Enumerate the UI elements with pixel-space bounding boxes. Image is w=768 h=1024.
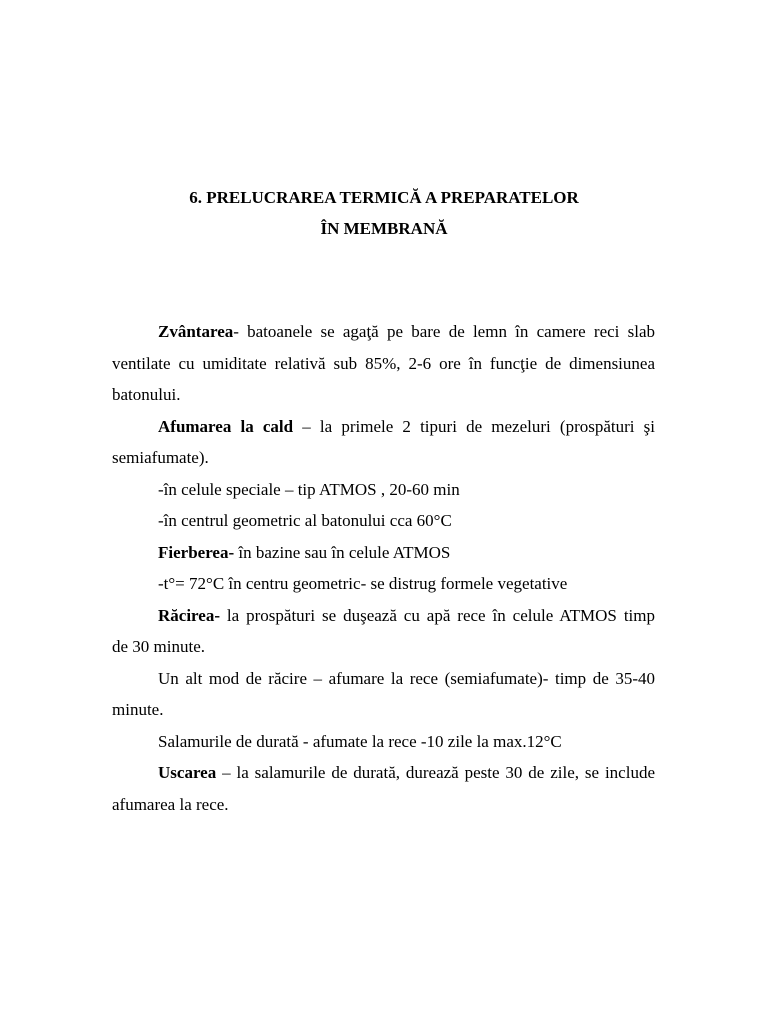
paragraph-afumarea-line-1 (158, 417, 655, 437)
paragraph-fierberea (158, 543, 450, 563)
paragraph-zvantarea-line-2: ventilate cu umiditate relativă sub 85%, 2-6 ore în funcţie de dimensiunea (112, 354, 655, 373)
paragraph-text: la prospături se duşează cu apă rece în celule ATMOS timp (220, 606, 655, 625)
page-title: 6. PRELUCRAREA TERMICĂ A PREPARATELOR (189, 188, 579, 207)
paragraph-uscarea-line-1 (158, 763, 655, 783)
paragraph-text: - batoanele se agaţă pe bare de lemn în camere reci slab (233, 322, 655, 341)
paragraph-salamurile: Salamurile de durată - afumate la rece -10 zile la max.12°C (158, 732, 562, 751)
term-fierberea: Fierberea- (158, 543, 235, 562)
term-afumarea-la-cald: Afumarea la cald (158, 417, 294, 436)
paragraph-racirea-line-2: de 30 minute. (112, 637, 206, 656)
paragraph-temperatura: -t°= 72°C în centru geometric- se distrug formele vegetative (158, 574, 568, 593)
paragraph-afumarea-line-2: semiafumate). (112, 448, 209, 467)
term-uscarea: Uscarea (158, 763, 217, 782)
paragraph-zvantarea-line-3: batonului. (112, 385, 181, 404)
term-zvantarea: Zvântarea (158, 322, 234, 341)
term-racirea: Răcirea- (158, 606, 220, 625)
paragraph-zvantarea-line-1 (158, 322, 655, 342)
paragraph-uscarea-line-2: afumarea la rece. (112, 795, 229, 814)
paragraph-racirea-line-1 (158, 606, 655, 626)
paragraph-celule-speciale: -în celule speciale – tip ATMOS , 20-60 min (158, 480, 460, 499)
paragraph-alt-mod-line-1: Un alt mod de răcire – afumare la rece (semiafumate)- timp de 35-40 (158, 669, 655, 688)
paragraph-centrul-geometric: -în centrul geometric al batonului cca 60°C (158, 511, 452, 530)
page-title-line-2: ÎN MEMBRANĂ (320, 219, 448, 238)
paragraph-text: în bazine sau în celule ATMOS (234, 543, 451, 562)
paragraph-text: – la salamurile de durată, durează peste 30 de zile, se include (216, 763, 655, 782)
paragraph-text: – la primele 2 tipuri de mezeluri (prospături şi (293, 417, 655, 436)
paragraph-alt-mod-line-2: minute. (112, 700, 164, 719)
